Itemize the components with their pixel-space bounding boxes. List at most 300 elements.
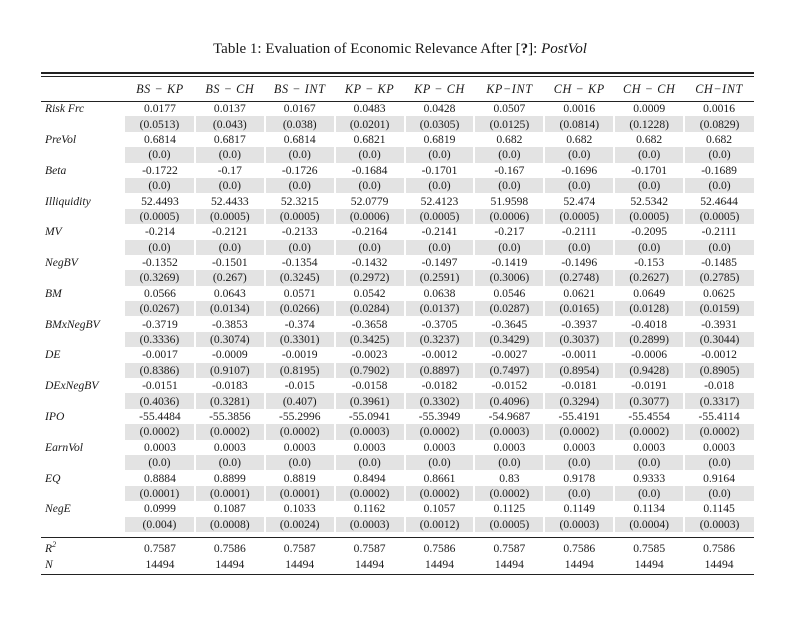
r2-cell: 0.7586	[563, 542, 596, 556]
se-cell: (0.0005)	[474, 517, 544, 532]
coef-cell: 0.0003	[353, 440, 386, 454]
se-cell: (0.0)	[684, 178, 754, 193]
column-header: KP − CH	[414, 81, 465, 96]
coef-cell: -0.2141	[421, 225, 458, 239]
coef-cell: -0.1485	[701, 256, 737, 270]
variable-label: DExNegBV	[45, 379, 99, 393]
coef-cell: -0.1701	[421, 163, 458, 177]
se-cell: (0.0)	[614, 178, 684, 193]
coef-cell: 52.474	[563, 194, 596, 208]
coef-cell: -0.1684	[351, 163, 388, 177]
coef-cell: -0.0191	[631, 379, 668, 393]
se-cell: (0.3037)	[544, 332, 614, 347]
se-cell: (0.0005)	[265, 209, 335, 224]
coef-cell: 52.0779	[350, 194, 389, 208]
coef-cell: 52.4644	[700, 194, 738, 208]
variable-label: DE	[45, 348, 61, 362]
coef-cell: 0.0507	[493, 102, 526, 116]
r2-cell: 0.7587	[353, 542, 386, 556]
coef-row	[41, 316, 754, 331]
se-cell: (0.3074)	[195, 332, 265, 347]
coef-cell: -0.3645	[491, 317, 528, 331]
se-cell: (0.0)	[614, 486, 684, 501]
se-cell: (0.0002)	[195, 424, 265, 439]
coef-cell: -0.17	[217, 163, 242, 177]
se-cell: (0.0159)	[684, 301, 754, 316]
se-cell: (0.0)	[614, 455, 684, 470]
se-cell: (0.3317)	[684, 393, 754, 408]
se-cell: (0.3301)	[265, 332, 335, 347]
n-cell: 14494	[355, 557, 385, 571]
coef-cell: 0.0003	[283, 440, 316, 454]
coef-cell: -0.3937	[561, 317, 598, 331]
se-label-empty	[41, 393, 125, 408]
se-cell: (0.0)	[195, 455, 265, 470]
n-cell: 14494	[704, 557, 734, 571]
se-cell: (0.4096)	[474, 393, 544, 408]
footer-rule	[41, 537, 754, 538]
coef-cell: -0.217	[494, 225, 525, 239]
coef-cell: -0.2095	[631, 225, 668, 239]
n-cell: 14494	[634, 557, 664, 571]
coef-cell: 0.0003	[703, 440, 736, 454]
coef-cell: 0.0167	[283, 102, 316, 116]
coef-cell: 0.0137	[213, 102, 246, 116]
column-header: CH−INT	[695, 81, 743, 96]
se-cell: (0.3245)	[265, 270, 335, 285]
se-cell: (0.0)	[544, 178, 614, 193]
se-cell: (0.3336)	[125, 332, 195, 347]
coef-cell: -0.3853	[211, 317, 248, 331]
se-cell: (0.0005)	[614, 209, 684, 224]
n-cell: 14494	[564, 557, 594, 571]
se-cell: (0.3044)	[684, 332, 754, 347]
se-cell: (0.0005)	[684, 209, 754, 224]
se-cell: (0.0)	[195, 178, 265, 193]
variable-label: MV	[45, 225, 62, 239]
coef-cell: 0.0177	[144, 102, 176, 116]
se-cell: (0.0)	[125, 147, 195, 162]
coef-cell: -0.0151	[142, 379, 178, 393]
coef-cell: -0.214	[144, 225, 175, 239]
coef-cell: -0.0027	[491, 348, 528, 362]
se-cell: (0.0)	[405, 147, 475, 162]
coef-cell: -0.0012	[701, 348, 737, 362]
coef-cell: -0.1497	[421, 256, 458, 270]
se-cell: (0.0)	[125, 455, 195, 470]
se-cell: (0.0005)	[544, 209, 614, 224]
se-row	[41, 455, 754, 470]
se-cell: (0.0)	[125, 178, 195, 193]
se-cell: (0.8195)	[265, 363, 335, 378]
variable-label: Beta	[45, 163, 67, 177]
se-cell: (0.407)	[265, 393, 335, 408]
variable-label: NegBV	[45, 256, 78, 270]
coef-cell: -55.4484	[139, 410, 181, 423]
se-cell: (0.0)	[405, 455, 475, 470]
coef-cell: -0.167	[494, 163, 525, 177]
se-cell: (0.267)	[195, 270, 265, 285]
coef-cell: -55.4191	[558, 410, 601, 423]
coef-cell: 0.1125	[493, 502, 526, 516]
se-cell: (0.0002)	[335, 486, 405, 501]
se-cell: (0.8905)	[684, 363, 754, 378]
se-cell: (0.0002)	[125, 424, 195, 439]
se-cell: (0.0002)	[684, 424, 754, 439]
coef-cell: 0.1087	[213, 502, 246, 516]
se-cell: (0.3294)	[544, 393, 614, 408]
coef-cell: -55.4114	[698, 410, 740, 423]
se-row	[41, 240, 754, 255]
coef-cell: -0.1496	[561, 256, 598, 270]
se-cell: (0.0004)	[614, 517, 684, 532]
se-label-empty	[41, 209, 125, 224]
se-label-empty	[41, 517, 125, 532]
variable-label: EQ	[45, 471, 61, 485]
coef-cell: 0.682	[566, 132, 593, 146]
se-cell: (0.0)	[544, 455, 614, 470]
se-cell: (0.3429)	[474, 332, 544, 347]
coef-cell: 0.682	[706, 132, 733, 146]
coef-cell: 0.0542	[353, 286, 386, 300]
variable-label: NegE	[45, 502, 71, 516]
coef-cell: -0.0011	[561, 348, 597, 362]
se-cell: (0.0006)	[335, 209, 405, 224]
se-row	[41, 424, 754, 439]
se-cell: (0.0266)	[265, 301, 335, 316]
coef-cell: 0.0003	[144, 440, 176, 454]
se-cell: (0.3237)	[405, 332, 475, 347]
coef-cell: 0.682	[496, 132, 523, 146]
r2-cell: 0.7585	[633, 542, 666, 556]
coef-cell: 0.6819	[423, 132, 456, 146]
se-cell: (0.3425)	[335, 332, 405, 347]
se-cell: (0.0)	[684, 455, 754, 470]
coef-row	[41, 132, 754, 147]
se-cell: (0.0)	[335, 147, 405, 162]
coef-row	[41, 224, 754, 239]
coef-cell: -0.153	[634, 256, 665, 270]
coef-row	[41, 193, 754, 208]
coef-cell: 0.1033	[283, 502, 316, 516]
se-cell: (0.0829)	[684, 116, 754, 131]
se-cell: (0.043)	[195, 116, 265, 131]
se-cell: (0.1228)	[614, 116, 684, 131]
se-cell: (0.0003)	[474, 424, 544, 439]
coef-cell: 0.1057	[423, 502, 456, 516]
se-cell: (0.0003)	[544, 517, 614, 532]
r2-cell: 0.7586	[423, 542, 456, 556]
se-cell: (0.3006)	[474, 270, 544, 285]
coef-cell: -0.0181	[561, 379, 598, 393]
coef-row	[41, 101, 754, 116]
coef-cell: -0.0017	[142, 348, 178, 362]
se-row	[41, 517, 754, 532]
variable-label: Illiquidity	[45, 194, 91, 208]
se-cell: (0.0003)	[335, 424, 405, 439]
se-cell: (0.0)	[474, 178, 544, 193]
se-cell: (0.0002)	[405, 424, 475, 439]
coef-cell: -0.1419	[491, 256, 528, 270]
coef-cell: 0.6814	[283, 132, 316, 146]
coef-cell: 0.8884	[144, 471, 176, 485]
coef-cell: 0.682	[636, 132, 663, 146]
coef-cell: -0.015	[284, 379, 315, 393]
coef-cell: -55.0941	[348, 410, 391, 423]
r2-cell: 0.7587	[493, 542, 526, 556]
se-label-empty	[41, 240, 125, 255]
se-cell: (0.0)	[265, 240, 335, 255]
se-label-empty	[41, 270, 125, 285]
table-caption	[0, 41, 800, 58]
se-cell: (0.0002)	[265, 424, 335, 439]
se-cell: (0.3281)	[195, 393, 265, 408]
coef-cell: -0.2164	[351, 225, 388, 239]
table-footer	[41, 532, 754, 572]
n-row	[41, 556, 754, 571]
coef-cell: 0.1149	[563, 502, 596, 516]
coef-cell: -0.1352	[142, 256, 178, 270]
se-label-empty	[41, 455, 125, 470]
coef-row	[41, 378, 754, 393]
se-cell: (0.0)	[195, 147, 265, 162]
coef-cell: 0.0649	[633, 286, 666, 300]
se-row	[41, 178, 754, 193]
se-row	[41, 209, 754, 224]
se-label-empty	[41, 486, 125, 501]
table-body	[41, 101, 754, 532]
se-cell: (0.2972)	[335, 270, 405, 285]
se-cell: (0.2591)	[405, 270, 475, 285]
variable-label: EarnVol	[45, 440, 84, 454]
coef-cell: -0.1354	[281, 256, 318, 270]
coef-cell: 0.0625	[703, 286, 736, 300]
coef-cell: 0.0638	[423, 286, 456, 300]
se-cell: (0.0287)	[474, 301, 544, 316]
r2-row	[41, 541, 754, 556]
se-cell: (0.0)	[684, 147, 754, 162]
se-cell: (0.0001)	[195, 486, 265, 501]
se-cell: (0.0134)	[195, 301, 265, 316]
coef-cell: -0.1689	[701, 163, 737, 177]
coef-cell: 52.3215	[280, 194, 319, 208]
column-header: BS − KP	[136, 81, 184, 96]
coef-cell: 0.1162	[353, 502, 386, 516]
coef-cell: -0.374	[284, 317, 315, 331]
coef-row	[41, 347, 754, 362]
se-cell: (0.3269)	[125, 270, 195, 285]
coef-cell: -0.4018	[631, 317, 668, 331]
r2-cell: 0.7587	[283, 542, 316, 556]
coef-cell: -54.9687	[488, 410, 531, 423]
se-cell: (0.0)	[265, 455, 335, 470]
header-rule	[41, 101, 754, 102]
coef-cell: -0.1501	[211, 256, 248, 270]
coef-cell: 0.0003	[423, 440, 456, 454]
se-label-empty	[41, 301, 125, 316]
se-cell: (0.0005)	[405, 209, 475, 224]
variable-label: BMxNegBV	[45, 317, 100, 331]
column-header: BS − CH	[205, 81, 255, 96]
header-corner	[41, 77, 125, 101]
coef-cell: 0.8661	[423, 471, 456, 485]
se-cell: (0.3961)	[335, 393, 405, 408]
se-cell: (0.2748)	[544, 270, 614, 285]
coef-cell: 0.0003	[633, 440, 666, 454]
coef-cell: -0.1432	[351, 256, 388, 270]
se-cell: (0.0)	[474, 147, 544, 162]
se-cell: (0.0814)	[544, 116, 614, 131]
coef-cell: -55.4554	[628, 410, 670, 423]
r2-superscript: 2	[52, 540, 57, 550]
se-cell: (0.8954)	[544, 363, 614, 378]
se-cell: (0.0)	[544, 486, 614, 501]
se-cell: (0.2785)	[684, 270, 754, 285]
coef-cell: -55.3856	[209, 410, 251, 423]
se-cell: (0.0)	[544, 147, 614, 162]
column-header: KP − KP	[344, 81, 395, 96]
coef-cell: 0.8494	[353, 471, 386, 485]
coef-cell: -0.1696	[561, 163, 598, 177]
se-row	[41, 363, 754, 378]
se-cell: (0.0008)	[195, 517, 265, 532]
se-cell: (0.0)	[125, 240, 195, 255]
n-cell: 14494	[494, 557, 524, 571]
se-cell: (0.0)	[474, 455, 544, 470]
coef-cell: 52.5342	[630, 194, 669, 208]
se-cell: (0.0)	[544, 240, 614, 255]
caption-title: PostVol	[541, 41, 587, 57]
column-header: KP−INT	[486, 81, 533, 96]
caption-ref[interactable]: ?	[520, 41, 529, 57]
coef-cell: 0.1134	[633, 502, 665, 516]
r2-cell: 0.7587	[144, 542, 176, 556]
se-cell: (0.0)	[405, 240, 475, 255]
se-cell: (0.7497)	[474, 363, 544, 378]
se-cell: (0.0)	[684, 486, 754, 501]
se-cell: (0.0002)	[474, 486, 544, 501]
se-cell: (0.0005)	[195, 209, 265, 224]
coef-cell: 0.6821	[353, 132, 386, 146]
se-cell: (0.0003)	[335, 517, 405, 532]
se-cell: (0.0)	[335, 240, 405, 255]
se-cell: (0.0005)	[125, 209, 195, 224]
coef-cell: -55.3949	[418, 410, 461, 423]
coef-row	[41, 286, 754, 301]
coef-row	[41, 501, 754, 516]
coef-cell: 0.0621	[563, 286, 596, 300]
coef-cell: 0.0016	[703, 102, 736, 116]
coef-cell: 0.9333	[633, 471, 666, 485]
coef-cell: 0.9164	[703, 471, 736, 485]
coef-cell: 0.8899	[213, 471, 246, 485]
coef-cell: -0.0023	[351, 348, 388, 362]
se-cell: (0.0)	[474, 240, 544, 255]
r2-cell: 0.7586	[213, 542, 246, 556]
n-cell: 14494	[145, 557, 175, 571]
se-cell: (0.0201)	[335, 116, 405, 131]
se-cell: (0.8386)	[125, 363, 195, 378]
coef-cell: 52.4493	[141, 194, 179, 208]
bottom-rule	[41, 574, 754, 575]
se-cell: (0.7902)	[335, 363, 405, 378]
se-cell: (0.0)	[614, 240, 684, 255]
coef-cell: -0.3705	[421, 317, 458, 331]
se-label-empty	[41, 424, 125, 439]
coef-cell: -0.0182	[421, 379, 458, 393]
se-cell: (0.0001)	[125, 486, 195, 501]
coef-cell: 0.0483	[353, 102, 386, 116]
se-cell: (0.0006)	[474, 209, 544, 224]
coef-cell: -0.0152	[491, 379, 528, 393]
n-cell: 14494	[215, 557, 245, 571]
se-cell: (0.0513)	[125, 116, 195, 131]
coef-cell: 0.0016	[563, 102, 596, 116]
se-cell: (0.0)	[195, 240, 265, 255]
se-cell: (0.0002)	[405, 486, 475, 501]
coef-cell: 52.4123	[420, 194, 459, 208]
se-cell: (0.0)	[405, 178, 475, 193]
se-cell: (0.8897)	[405, 363, 475, 378]
coef-cell: -0.2111	[561, 225, 597, 239]
variable-label: Risk Frc	[45, 102, 85, 116]
coef-row	[41, 255, 754, 270]
coef-cell: 0.0643	[213, 286, 246, 300]
coef-cell: -0.2133	[281, 225, 318, 239]
coef-cell: -0.0006	[631, 348, 668, 362]
coef-cell: -0.1722	[142, 163, 178, 177]
variable-label: IPO	[45, 410, 65, 423]
se-cell: (0.2627)	[614, 270, 684, 285]
coef-cell: 0.0546	[493, 286, 526, 300]
coef-cell: -0.0158	[351, 379, 388, 393]
variable-label: PreVol	[45, 132, 77, 146]
coef-cell: 0.9178	[563, 471, 596, 485]
se-cell: (0.0001)	[265, 486, 335, 501]
coef-cell: 0.6814	[144, 132, 176, 146]
top-rule-thick	[41, 72, 754, 74]
coef-cell: -0.0019	[281, 348, 318, 362]
coef-cell: -0.2121	[211, 225, 248, 239]
se-row	[41, 301, 754, 316]
coef-cell: -0.0009	[211, 348, 248, 362]
coef-cell: -0.3931	[701, 317, 737, 331]
column-header: CH − CH	[622, 81, 676, 96]
se-cell: (0.9107)	[195, 363, 265, 378]
header-row	[41, 77, 754, 101]
se-cell: (0.0)	[684, 240, 754, 255]
se-row	[41, 332, 754, 347]
coef-cell: 0.0428	[423, 102, 456, 116]
se-cell: (0.0137)	[405, 301, 475, 316]
results-table	[41, 77, 754, 572]
se-cell: (0.0125)	[474, 116, 544, 131]
coef-cell: 0.0566	[144, 286, 176, 300]
se-cell: (0.0012)	[405, 517, 475, 532]
coef-cell: 0.0003	[493, 440, 526, 454]
r2-label	[41, 541, 125, 556]
se-cell: (0.9428)	[614, 363, 684, 378]
se-row	[41, 270, 754, 285]
se-cell: (0.2899)	[614, 332, 684, 347]
r2-cell: 0.7586	[703, 542, 736, 556]
se-cell: (0.0)	[265, 178, 335, 193]
coef-cell: 51.9598	[490, 194, 529, 208]
se-cell: (0.0284)	[335, 301, 405, 316]
coef-cell: -0.2111	[701, 225, 737, 239]
se-label-empty	[41, 363, 125, 378]
se-cell: (0.0003)	[684, 517, 754, 532]
